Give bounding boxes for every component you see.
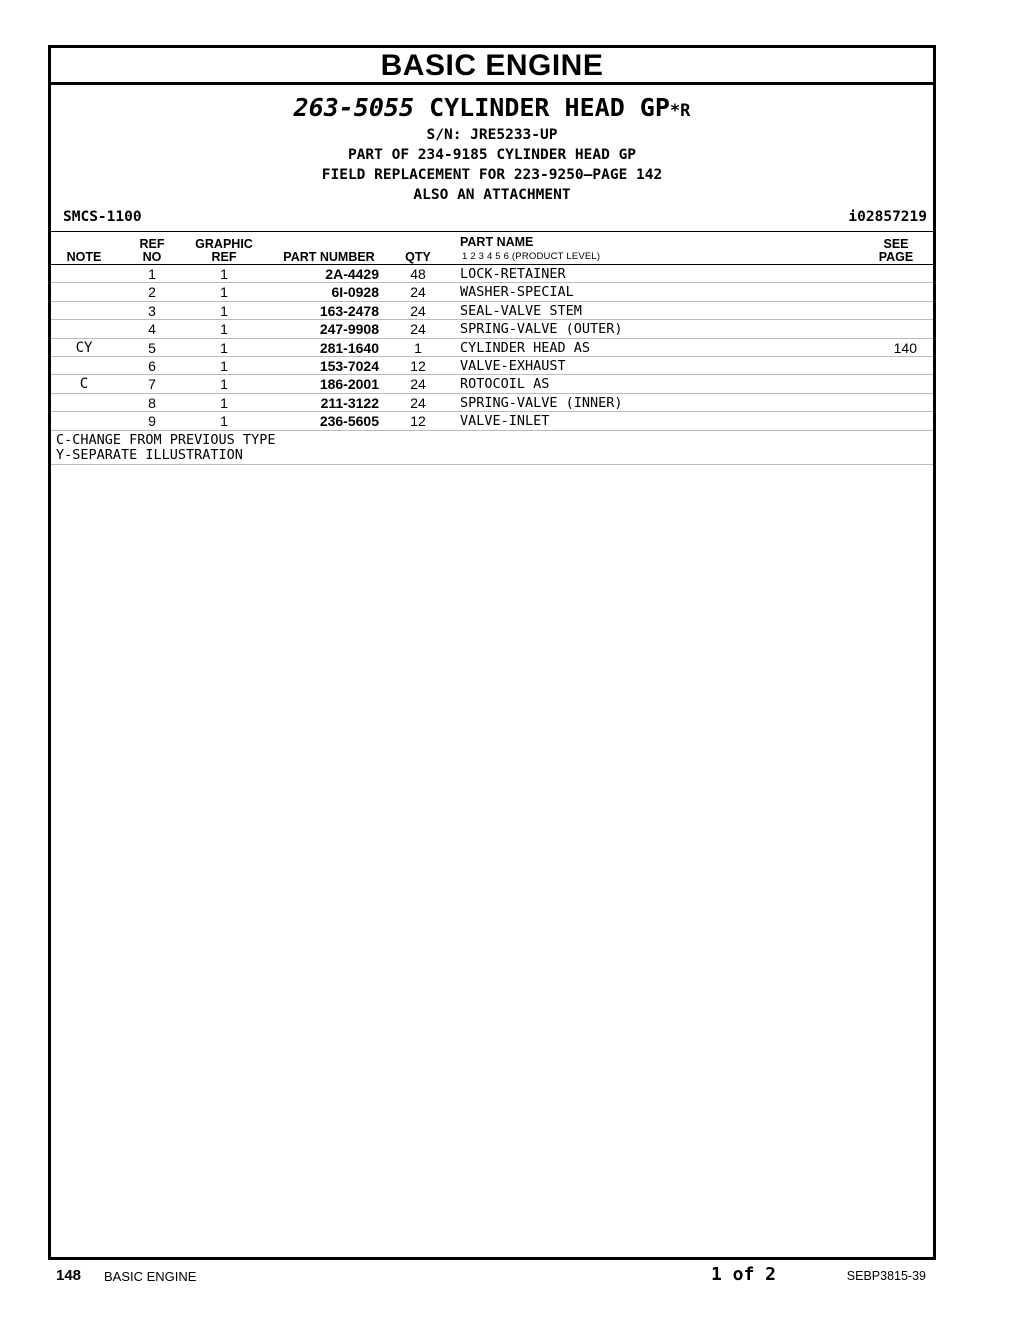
row-graphic-ref: 1 — [220, 339, 228, 356]
row-ref-no: 6 — [148, 357, 156, 374]
row-note: CY — [75, 339, 93, 356]
field-replacement-line: FIELD REPLACEMENT FOR 223-9250—PAGE 142 — [321, 167, 663, 183]
row-part-name: WASHER-SPECIAL — [460, 284, 574, 301]
smcs-code: SMCS-1100 — [63, 209, 142, 225]
group-header — [51, 94, 933, 205]
footer-section: BASIC ENGINE — [104, 1269, 197, 1284]
col-graphic-ref-line2: REF — [211, 250, 237, 264]
table-row — [51, 301, 933, 319]
row-part-number: 6I-0928 — [331, 284, 379, 301]
table-row — [51, 356, 933, 374]
row-graphic-ref: 1 — [220, 376, 228, 393]
row-part-number: 236-5605 — [319, 413, 379, 430]
row-graphic-ref: 1 — [220, 394, 228, 411]
row-qty: 24 — [410, 284, 426, 301]
row-note: C — [79, 376, 89, 393]
group-part-number: 263-5055 — [293, 93, 415, 122]
row-part-name: SPRING-VALVE (OUTER) — [460, 321, 623, 338]
row-part-number: 186-2001 — [319, 376, 379, 393]
col-see-page-line2: PAGE — [878, 250, 914, 264]
page-number: 148 — [56, 1267, 82, 1284]
group-flag: *R — [669, 101, 691, 121]
row-ref-no: 8 — [148, 394, 156, 411]
row-qty: 24 — [410, 376, 426, 393]
row-ref-no: 4 — [148, 321, 156, 338]
row-qty: 1 — [414, 339, 422, 356]
row-graphic-ref: 1 — [220, 357, 228, 374]
parts-page-frame — [48, 45, 936, 1260]
row-part-number: 163-2478 — [319, 302, 379, 319]
table-row — [51, 393, 933, 411]
row-part-number: 247-9908 — [319, 321, 379, 338]
document-id: SEBP3815-39 — [846, 1269, 926, 1283]
column-header-row — [51, 231, 933, 265]
col-ref-no-line1: REF — [139, 237, 165, 251]
row-part-name: VALVE-EXHAUST — [460, 357, 566, 374]
page-footer — [0, 1264, 1020, 1288]
table-row — [51, 374, 933, 392]
serial-range: S/N: JRE5233-UP — [426, 127, 558, 143]
row-part-name: ROTOCOIL AS — [460, 376, 550, 393]
col-qty: QTY — [405, 250, 431, 264]
col-graphic-ref-line1: GRAPHIC — [195, 237, 253, 251]
col-see-page — [873, 238, 919, 264]
row-graphic-ref: 1 — [220, 413, 228, 430]
note-separate-illustration: Y-SEPARATE ILLUSTRATION — [56, 446, 243, 463]
row-part-name: LOCK-RETAINER — [460, 266, 566, 282]
group-title — [51, 94, 933, 125]
sheet-count: 1 of 2 — [711, 1264, 777, 1285]
row-ref-no: 3 — [148, 302, 156, 319]
col-part-name: PART NAME — [460, 235, 534, 249]
illustration-id: i02857219 — [848, 209, 927, 225]
col-ref-no-line2: NO — [142, 250, 162, 264]
row-ref-no: 1 — [148, 266, 156, 282]
row-qty: 12 — [410, 413, 426, 430]
group-name: CYLINDER HEAD GP — [429, 93, 670, 122]
row-see-page: 140 — [893, 339, 917, 356]
row-ref-no: 7 — [148, 376, 156, 393]
part-of-line: PART OF 234-9185 CYLINDER HEAD GP — [347, 147, 637, 163]
row-part-name: SPRING-VALVE (INNER) — [460, 394, 623, 411]
row-part-name: CYLINDER HEAD AS — [460, 339, 591, 356]
row-graphic-ref: 1 — [220, 302, 228, 319]
row-qty: 24 — [410, 321, 426, 338]
row-part-number: 2A-4429 — [325, 266, 379, 282]
note-change: C-CHANGE FROM PREVIOUS TYPE — [56, 431, 276, 448]
row-qty: 12 — [410, 357, 426, 374]
row-qty: 48 — [410, 266, 426, 282]
row-graphic-ref: 1 — [220, 284, 228, 301]
row-qty: 24 — [410, 394, 426, 411]
product-level-scale: 1 2 3 4 5 6 (PRODUCT LEVEL) — [462, 251, 601, 262]
row-part-number: 211-3122 — [320, 394, 379, 411]
row-part-number: 281-1640 — [319, 339, 379, 356]
table-row — [51, 411, 933, 429]
row-qty: 24 — [410, 302, 426, 319]
col-graphic-ref — [189, 238, 259, 264]
parts-table — [51, 264, 933, 465]
row-ref-no: 9 — [148, 413, 156, 430]
col-ref-no — [137, 238, 167, 264]
row-graphic-ref: 1 — [220, 266, 228, 282]
table-row — [51, 319, 933, 337]
row-part-name: VALVE-INLET — [460, 413, 550, 430]
row-ref-no: 5 — [148, 339, 156, 356]
table-row — [51, 338, 933, 356]
attachment-line: ALSO AN ATTACHMENT — [413, 187, 571, 203]
col-see-page-line1: SEE — [883, 237, 909, 251]
row-part-number: 153-7024 — [319, 357, 379, 374]
col-part-number: PART NUMBER — [283, 250, 375, 264]
section-title: BASIC ENGINE — [51, 48, 933, 85]
notes-legend — [51, 430, 933, 465]
col-note: NOTE — [66, 250, 102, 264]
table-row — [51, 264, 933, 282]
row-graphic-ref: 1 — [220, 321, 228, 338]
row-part-name: SEAL-VALVE STEM — [460, 302, 582, 319]
table-row — [51, 282, 933, 300]
row-ref-no: 2 — [148, 284, 156, 301]
